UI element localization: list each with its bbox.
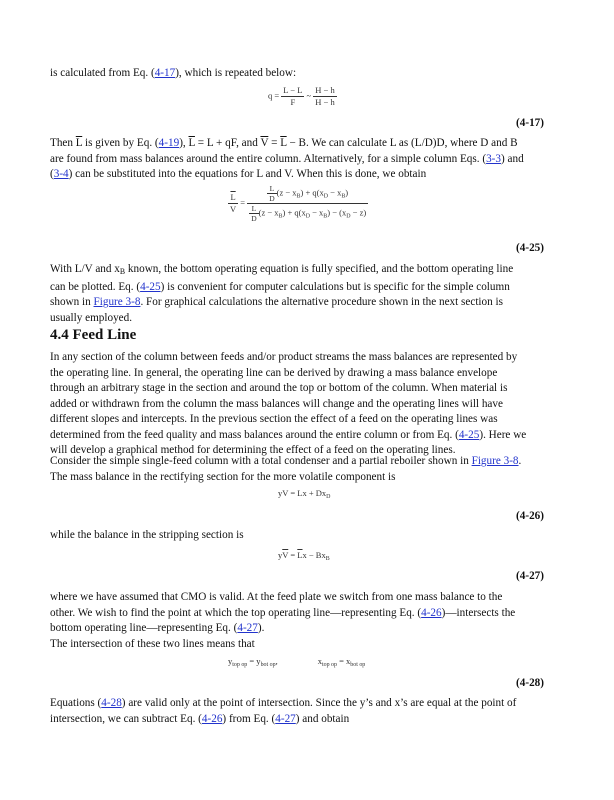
equation-4-27: $y\overline{V} = \overline{L}x - Bx_B$ — [278, 550, 330, 562]
text-line: can be plotted. Eq. (4-25) is convenient for computer calculations but is specific for the simple column — [50, 280, 510, 293]
text: is calculated from Eq. ( — [50, 67, 155, 79]
paragraph-stripping: while the balance in the stripping section is — [50, 529, 244, 541]
fraction-rhs — [247, 184, 368, 223]
text-line: intersection, we can subtract Eq. (4-26) from Eq. (4-27) and obtain — [50, 712, 350, 725]
denominator: H − h — [315, 97, 335, 107]
numerator: H − h — [315, 85, 335, 95]
paragraph-intro — [50, 66, 565, 82]
text-line: The mass balance in the rectifying section for the more volatile component is — [50, 470, 396, 483]
text-line: (3-4) can be substituted into the equations for L and V. When this is done, we obtain — [50, 168, 427, 180]
eq-link-4-19[interactable]: 4-19 — [158, 137, 180, 149]
text-line: added or withdrawn from the column the mass balances will change and the operating lines will have — [50, 397, 503, 410]
paragraph-equations — [50, 696, 565, 727]
eq-operator: ~ — [306, 90, 312, 101]
text-line: In any section of the column between feeds and/or product streams the mass balances are represented by — [50, 351, 518, 363]
denominator: F — [290, 97, 296, 107]
eq-link-4-26[interactable]: 4-26 — [201, 712, 223, 725]
section-heading: 4.4 Feed Line — [50, 327, 137, 343]
numerator: $\overline{L}$ — [228, 192, 238, 204]
equation-number: (4-27) — [516, 570, 544, 582]
eq-link-4-25[interactable]: 4-25 — [458, 428, 480, 441]
text: ), which is repeated below: — [175, 67, 297, 79]
paragraph-then — [50, 136, 565, 183]
equation-number: (4-25) — [516, 242, 544, 254]
text-line: through an arbitrary stage in the section and around the top or bottom of the column. When material is — [50, 382, 508, 394]
text-line: usually employed. — [50, 311, 133, 324]
fraction — [313, 85, 336, 108]
equation-4-25 — [228, 184, 368, 223]
eq-link-4-17[interactable]: 4-17 — [154, 67, 176, 79]
eq-operator: = — [240, 197, 246, 208]
numerator: L − L — [283, 85, 303, 95]
text-line: Consider the simple single-feed column with a total condenser and a partial reboiler shown in Figure 3-8. — [50, 455, 522, 467]
eq-link-4-25[interactable]: 4-25 — [140, 280, 161, 293]
eq-lhs: q = — [268, 90, 280, 101]
equation-4-26: yV = $Lx + Dx_D$ — [278, 488, 331, 500]
text-line: With L/V and $x_B$ known, the bottom operating equation is fully specified, and the bottom operating line — [50, 263, 514, 276]
eq-link-3-3[interactable]: 3-3 — [486, 152, 501, 165]
text-line: different slopes and intercepts. In the previous section the effect of a feed on the operating lines was — [50, 413, 498, 425]
denominator: V — [230, 204, 237, 214]
text-line: other. We wish to find the point at which the top operating line—representing Eq. (4-26)—intersects the — [50, 606, 516, 619]
text-line: shown in Figure 3-8. For graphical calculations the alternative procedure shown in the next section is — [50, 296, 503, 308]
paragraph-feed-line — [50, 350, 565, 459]
paragraph-consider — [50, 454, 565, 485]
denominator: $\frac{L}{D}$ $(z - x_B) + q(x_D - x_B) - (x_D - z)$ — [251, 204, 367, 223]
paragraph-intersection: The intersection of these two lines means that — [50, 638, 255, 650]
equation-number: (4-17) — [516, 117, 544, 129]
numerator: $\frac{L}{D}$ $(z - x_B) + q(x_D - x_B)$ — [247, 184, 368, 204]
text-line: where we have assumed that CMO is valid. At the feed plate we switch from one mass balance to the — [50, 591, 503, 603]
equation-4-17 — [268, 85, 337, 108]
paragraph-cmo — [50, 590, 565, 637]
text-line: determined from the feed quality and mass balances around the entire column or from Eq. (4-25). Here we — [50, 428, 527, 441]
eq-link-4-28[interactable]: 4-28 — [101, 697, 122, 709]
fraction-lhs — [228, 192, 238, 215]
figure-link-3-8[interactable]: Figure 3-8 — [93, 296, 141, 308]
text-line: the operating line. In general, the operating line can be derived by drawing a mass balance envelope — [50, 366, 498, 379]
text-line: are found from mass balances around the entire column. Alternatively, for a simple column Eqs. (3-3) and — [50, 152, 524, 165]
equation-number: (4-26) — [516, 510, 544, 522]
eq-link-4-27[interactable]: 4-27 — [237, 622, 258, 634]
eq-link-4-27[interactable]: 4-27 — [275, 712, 296, 725]
text-line: Then $\overline{L}$ is given by Eq. (4-19), $\overline{L} = L$ + qF, and $\overline{V} = \overline{L} - B$. We can calculate L as (L/D)D, where D and B — [50, 137, 518, 149]
text-line: bottom operating line—representing Eq. (4-27). — [50, 622, 265, 634]
text-line: Equations (4-28) are valid only at the point of intersection. Since the y’s and x’s are equal at the point of — [50, 697, 517, 709]
eq-link-3-4[interactable]: 3-4 — [53, 168, 69, 180]
figure-link-3-8[interactable]: Figure 3-8 — [471, 455, 519, 467]
equation-4-28: $y_{top op} = y_{bot op}$, $x_{top op} = x_{bot op}$ — [228, 656, 366, 668]
equation-number: (4-28) — [516, 677, 544, 689]
paragraph-with — [50, 262, 565, 326]
eq-link-4-26[interactable]: 4-26 — [421, 606, 442, 619]
fraction — [281, 85, 304, 108]
text-line: will develop a graphical method for determining the effect of a feed on the operating lines. — [50, 444, 456, 456]
